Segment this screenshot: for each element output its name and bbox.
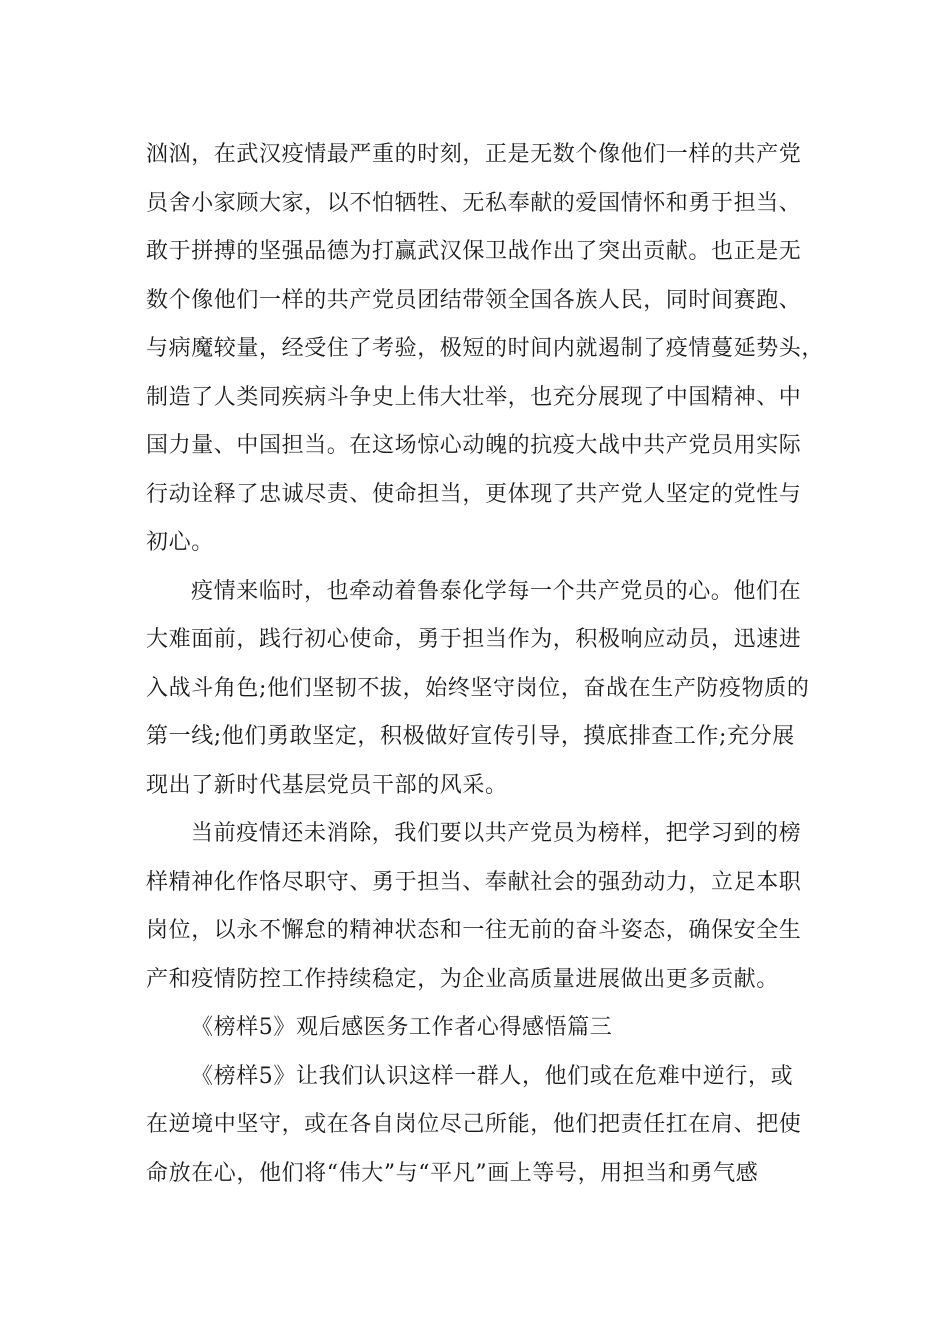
section-heading: 《榜样5》观后感医务工作者心得感悟篇三 — [191, 1015, 613, 1040]
paragraph-start-line: 当前疫情还未消除，我们要以共产党员为榜样，把学习到的榜 — [191, 821, 802, 846]
text-line: 初心。 — [146, 530, 214, 555]
paragraph-start-line: 疫情来临时，也牵动着鲁泰化学每一个共产党员的心。他们在 — [191, 578, 802, 604]
text-line: 汹汹，在武汉疫情最严重的时刻，正是无数个像他们一样的共产党 — [146, 142, 802, 167]
text-line: 数个像他们一样的共产党员团结带领全国各族人民，同时间赛跑、 — [146, 287, 802, 313]
text-line: 第一线;他们勇敢坚定，积极做好宣传引导，摸底排查工作;充分展 — [146, 724, 795, 749]
text-line: 与病魔较量，经受住了考验，极短的时间内就遏制了疫情蔓延势头， — [146, 336, 825, 361]
text-line: 现出了新时代基层党员干部的风采。 — [146, 772, 508, 798]
text-line: 制造了人类同疾病斗争史上伟大壮举，也充分展现了中国精神、中 — [146, 384, 802, 410]
text-line: 入战斗角色;他们坚韧不拔，始终坚守岗位，奋战在生产防疫物质的 — [146, 675, 810, 701]
text-line: 大难面前，践行初心使命，勇于担当作为，积极响应动员，迅速进 — [146, 627, 802, 652]
paragraph-start-line: 《榜样5》让我们认识这样一群人，他们或在危难中逆行，或 — [191, 1063, 794, 1089]
text-line: 命放在心，他们将“伟大”与“平凡”画上等号，用担当和勇气感 — [146, 1160, 759, 1186]
document-body — [146, 131, 826, 1198]
text-line: 在逆境中坚守，或在各自岗位尽己所能，他们把责任扛在肩、把使 — [146, 1112, 802, 1137]
text-line: 样精神化作恪尽职守、勇于担当、奉献社会的强劲动力，立足本职 — [146, 869, 802, 895]
text-line: 敢于拼搏的坚强品德为打赢武汉保卫战作出了突出贡献。也正是无 — [146, 239, 802, 264]
text-line: 行动诠释了忠诚尽责、使命担当，更体现了共产党人坚定的党性与 — [146, 481, 802, 507]
text-line: 国力量、中国担当。在这场惊心动魄的抗疫大战中共产党员用实际 — [146, 433, 802, 458]
text-line: 岗位，以永不懈怠的精神状态和一往无前的奋斗姿态，确保安全生 — [146, 918, 802, 943]
text-line: 产和疫情防控工作持续稳定，为企业高质量进展做出更多贡献。 — [146, 966, 779, 992]
text-line: 员舍小家顾大家，以不怕牺牲、无私奉献的爱国情怀和勇于担当、 — [146, 190, 802, 216]
